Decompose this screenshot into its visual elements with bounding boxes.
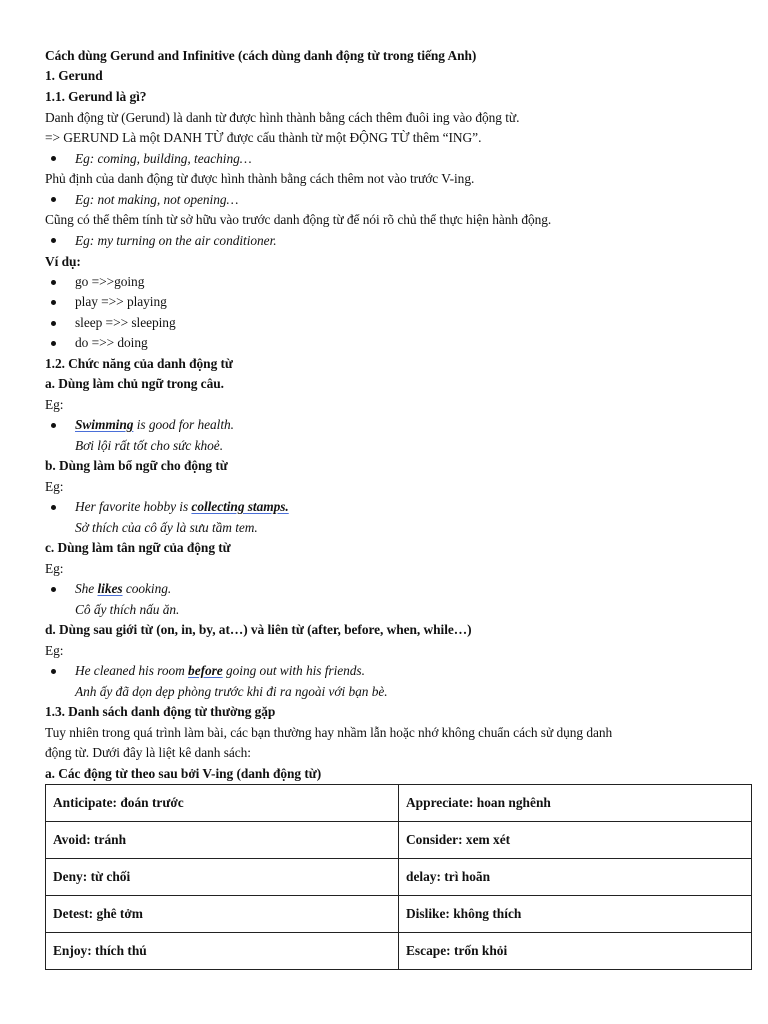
bullet-icon bbox=[51, 197, 56, 202]
example-translation: Bơi lội rất tốt cho sức khoẻ. bbox=[75, 438, 223, 453]
verb-table bbox=[45, 784, 752, 970]
table-cell: Avoid: tránh bbox=[46, 822, 399, 859]
example-sentence: Her favorite hobby is collecting stamps. bbox=[75, 499, 289, 514]
bullet-icon bbox=[51, 238, 56, 243]
bullet-icon bbox=[51, 341, 56, 346]
heading-what-is-gerund: 1.1. Gerund là gì? bbox=[45, 89, 147, 104]
table-row bbox=[46, 896, 752, 933]
list-item: sleep =>> sleeping bbox=[75, 315, 176, 330]
subheading-verb-list: a. Các động từ theo sau bởi V-ing (danh động từ) bbox=[45, 766, 322, 781]
intro-text: Tuy nhiên trong quá trình làm bài, các bạn thường hay nhầm lẫn hoặc nhớ không chuẩn cách sử dụng danh bbox=[45, 725, 613, 740]
bullet-icon bbox=[51, 321, 56, 326]
table-cell: Consider: xem xét bbox=[399, 822, 752, 859]
eg-label: Eg: bbox=[45, 479, 64, 494]
definition-text: Danh động từ (Gerund) là danh từ được hình thành bằng cách thêm đuôi ing vào động từ. bbox=[45, 110, 520, 125]
subheading-subject: a. Dùng làm chủ ngữ trong câu. bbox=[45, 376, 224, 391]
table-cell: Anticipate: đoán trước bbox=[46, 785, 399, 822]
bullet-icon bbox=[51, 587, 56, 592]
definition-summary: => GERUND Là một DANH TỪ được cấu thành từ một ĐỘNG TỪ thêm “ING”. bbox=[45, 130, 482, 145]
example-heading: Ví dụ: bbox=[45, 254, 81, 269]
bullet-icon bbox=[51, 669, 56, 674]
bullet-icon bbox=[51, 156, 56, 161]
example-line: Eg: coming, building, teaching… bbox=[75, 151, 252, 166]
subheading-preposition: d. Dùng sau giới từ (on, in, by, at…) và liên từ (after, before, when, while…) bbox=[45, 622, 472, 637]
negation-text: Phủ định của danh động từ được hình thành bằng cách thêm not vào trước V-ing. bbox=[45, 171, 475, 186]
example-translation: Cô ấy thích nấu ăn. bbox=[75, 602, 180, 617]
heading-common-gerunds: 1.3. Danh sách danh động từ thường gặp bbox=[45, 704, 276, 719]
table-row bbox=[46, 822, 752, 859]
table-cell: Dislike: không thích bbox=[399, 896, 752, 933]
table-cell: Deny: từ chối bbox=[46, 859, 399, 896]
subheading-object: c. Dùng làm tân ngữ của động từ bbox=[45, 540, 231, 555]
example-sentence: Swimming is good for health. bbox=[75, 417, 234, 432]
list-item: do =>> doing bbox=[75, 335, 148, 350]
example-line: Eg: not making, not opening… bbox=[75, 192, 239, 207]
highlighted-word: collecting stamps. bbox=[191, 499, 289, 514]
highlighted-word: Swimming bbox=[75, 417, 134, 432]
eg-label: Eg: bbox=[45, 397, 64, 412]
table-row bbox=[46, 785, 752, 822]
table-cell: Enjoy: thích thú bbox=[46, 933, 399, 970]
bullet-icon bbox=[51, 423, 56, 428]
table-row bbox=[46, 859, 752, 896]
table-cell: Detest: ghê tởm bbox=[46, 896, 399, 933]
highlighted-word: likes bbox=[97, 581, 123, 596]
eg-label: Eg: bbox=[45, 561, 64, 576]
intro-text: động từ. Dưới đây là liệt kê danh sách: bbox=[45, 745, 251, 760]
bullet-icon bbox=[51, 300, 56, 305]
example-sentence: She likes cooking. bbox=[75, 581, 172, 596]
example-translation: Anh ấy đã dọn dẹp phòng trước khi đi ra ngoài với bạn bè. bbox=[75, 684, 388, 699]
heading-functions: 1.2. Chức năng của danh động từ bbox=[45, 356, 233, 371]
table-cell: Escape: trốn khỏi bbox=[399, 933, 752, 970]
bullet-icon bbox=[51, 280, 56, 285]
table-row bbox=[46, 933, 752, 970]
example-translation: Sở thích của cô ấy là sưu tầm tem. bbox=[75, 520, 258, 535]
example-sentence: He cleaned his room before going out with his friends. bbox=[75, 663, 365, 678]
possessive-text: Cũng có thể thêm tính từ sở hữu vào trước danh động từ để nói rõ chủ thể thực hiện hành động. bbox=[45, 212, 552, 227]
example-line: Eg: my turning on the air conditioner. bbox=[75, 233, 277, 248]
list-item: go =>>going bbox=[75, 274, 145, 289]
heading-gerund: 1. Gerund bbox=[45, 68, 103, 83]
list-item: play =>> playing bbox=[75, 294, 167, 309]
highlighted-word: before bbox=[188, 663, 223, 678]
bullet-icon bbox=[51, 505, 56, 510]
document-title: Cách dùng Gerund and Infinitive (cách dùng danh động từ trong tiếng Anh) bbox=[45, 48, 477, 63]
eg-label: Eg: bbox=[45, 643, 64, 658]
subheading-complement: b. Dùng làm bổ ngữ cho động từ bbox=[45, 458, 228, 473]
table-cell: Appreciate: hoan nghênh bbox=[399, 785, 752, 822]
table-cell: delay: trì hoãn bbox=[399, 859, 752, 896]
